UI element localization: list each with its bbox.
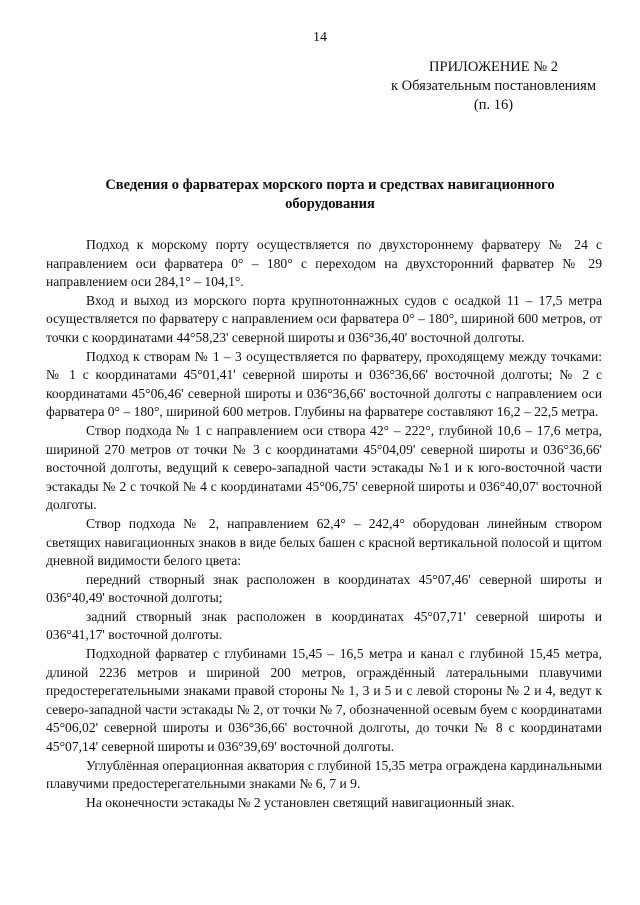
paragraph: Створ подхода № 2, направлением 62,4° – 242,4° оборудован линейным створом светящих навигационных знаков в виде белых башен с красной вертикальной полосой и щитом дневной видимости белого цвета: (46, 515, 602, 569)
paragraph: Подход к морскому порту осуществляется по двухстороннему фарватеру № 24 с направлением оси фарватера 0° – 180° с переходом на двухсторонний фарватер № 29 направлением оси 284,1° – 104,1°. (46, 237, 602, 290)
document-heading: Сведения о фарватерах морского порта и средствах навигационного оборудования (105, 177, 555, 212)
paragraph: передний створный знак расположен в координатах 45°07,46' северной широты и 036°40,49' восточной долготы; (46, 571, 602, 606)
paragraph: Подходной фарватер с глубинами 15,45 – 16,5 метра и канал с глубиной 15,45 метра, длиной 2236 метров и шириной 200 метров, ограждённый латеральными плавучими предостерегательными знаками правой стороны № 1, 3 и 5 и с левой стороны № 2 и 4, ведут к северо-западной части эстакады № 2, от точки № 7, обозначенной осевым буем с координатами 45°06,02' северной широты и 036°36,66' восточной долготы, до точки № 8 с координатами 45°07,14' северной широты и 036°39,69' восточной долготы. (46, 646, 602, 755)
paragraph: На оконечности эстакады № 2 установлен светящий навигационный знак. (86, 794, 515, 810)
appendix-subtitle: к Обязательным постановлениям (391, 78, 596, 94)
document-body (46, 236, 602, 812)
paragraph: Вход и выход из морского порта крупнотоннажных судов с осадкой 11 – 17,5 метра осуществляется по фарватеру с направлением оси фарватера 0° – 180°, шириной 600 метров, от точки с координатами 44°58,23' северной широты и 036°36,40' восточной долготы. (46, 292, 602, 345)
paragraph: Створ подхода № 1 с направлением оси створа 42° – 222°, глубиной 10,6 – 17,6 метра, шириной 270 метров от точки № 3 с координатами 45°04,09' северной широты и 036°36,66' восточной долготы, ведущий к северо-западной части эстакады №1 и к юго-восточной части эстакады № 2 с точкой № 4 с координатами 45°06,75' северной широты и 036°40,07' восточной долготы. (46, 422, 602, 513)
appendix-title: ПРИЛОЖЕНИЕ № 2 (429, 59, 558, 75)
paragraph: Углублённая операционная акватория с глубиной 15,35 метра ограждена кардинальными плавучими предостерегательными знаками № 6, 7 и 9. (46, 757, 602, 792)
appendix-header (391, 58, 596, 115)
page-number: 14 (313, 30, 327, 45)
paragraph: Подход к створам № 1 – 3 осуществляется по фарватеру, проходящему между точками: № 1 с координатами 45°01,41' северной широты и 036°36,66' восточной долготы; № 2 с координатами 45°06,46' северной широты и 036°36,66' восточной долготы с направлением оси фарватера 0° – 180°, шириной 600 метров. Глубины на фарватере составляют 16,2 – 22,5 метра. (46, 348, 602, 420)
appendix-reference: (п. 16) (473, 97, 514, 113)
paragraph: задний створный знак расположен в координатах 45°07,71' северной широты и 036°41,17' восточной долготы. (46, 608, 602, 643)
